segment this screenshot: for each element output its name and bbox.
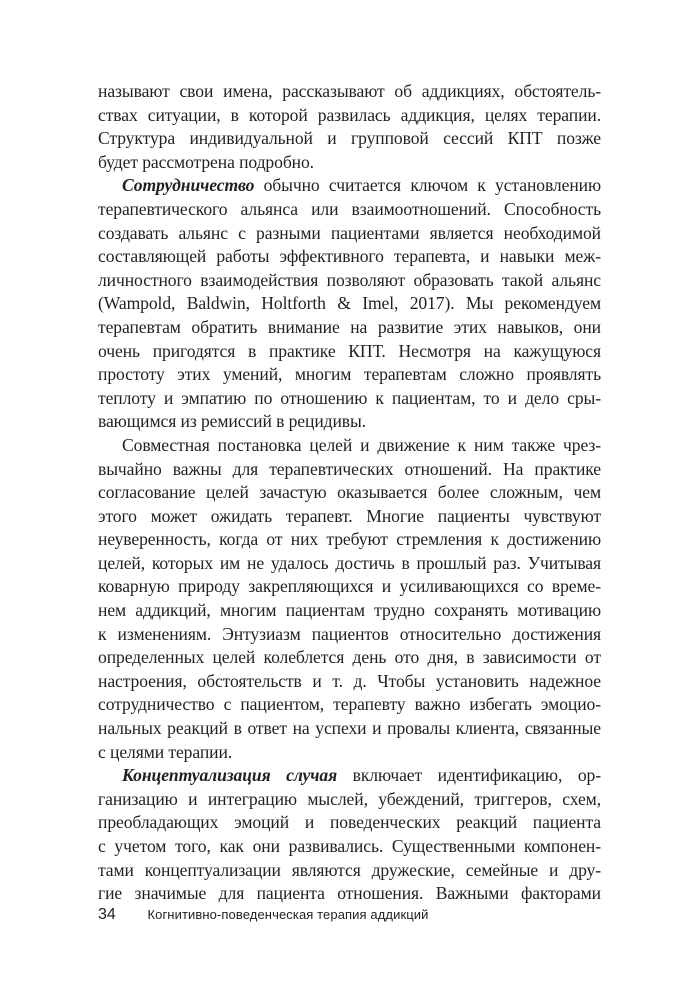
line-text: неуверенность, когда от них требуют стремления к достижению <box>98 529 601 550</box>
text-line <box>98 859 601 883</box>
text-line <box>98 835 601 859</box>
paragraph <box>98 434 601 764</box>
text-line <box>98 552 601 576</box>
page-number: 34 <box>98 906 116 923</box>
line-text: преобладающих эмоций и поведенческих реакций пациента <box>98 812 601 833</box>
line-text: создавать альянс с разными пациентами является необходимой <box>98 222 601 243</box>
text-line <box>98 127 601 151</box>
text-line <box>98 174 601 198</box>
text-line <box>98 505 601 529</box>
body-text <box>98 80 601 906</box>
line-text: с учетом того, как они развивались. Существенными компонен- <box>98 836 601 856</box>
text-line <box>98 269 601 293</box>
line-text: гие значимые для пациента отношения. Важными факторами <box>98 883 601 904</box>
text-line <box>98 670 601 694</box>
line-text: ганизацию и интеграцию мыслей, убеждений, триггеров, схем, <box>98 788 601 809</box>
line-text: к изменениям. Энтузиазм пациентов относительно достижения <box>98 623 601 644</box>
text-line <box>98 481 601 505</box>
text-line <box>98 387 601 411</box>
line-text: составляющей работы эффективного терапевта, и навыки меж- <box>98 246 601 267</box>
line-text: Структура индивидуальной и групповой сессий КПТ позже <box>98 128 601 149</box>
key-term: Сотрудничество <box>122 175 255 196</box>
line-text: ствах ситуации, в которой развилась аддикция, целях терапии. <box>98 104 601 125</box>
line-text: настроения, обстоятельств и т. д. Чтобы установить надежное <box>98 670 601 691</box>
line-text: коварную природу закрепляющихся и усиливающихся со време- <box>98 576 601 597</box>
line-text: терапевтам обратить внимание на развитие этих навыков, они <box>98 316 601 337</box>
text-line <box>98 458 601 482</box>
text-line <box>98 788 601 812</box>
paragraph <box>98 80 601 174</box>
text-line <box>98 882 601 906</box>
text-line <box>98 340 601 364</box>
line-text: тами концептуализации являются дружеские, семейные и дру- <box>98 859 601 880</box>
line-text: личностного взаимодействия позволяют образовать такой альянс <box>98 269 601 290</box>
line-text: (Wampold, Baldwin, Holtforth & Imel, 2017). Мы рекомендуем <box>98 293 601 314</box>
paragraph <box>98 764 601 906</box>
line-text: согласование целей зачастую оказывается более сложным, чем <box>98 482 601 503</box>
text-line <box>98 811 601 835</box>
line-text: сотрудничество с пациентом, терапевту важно избегать эмоцио- <box>98 694 601 715</box>
text-line <box>98 623 601 647</box>
line-text: нем аддикций, многим пациентам трудно сохранять мотивацию <box>98 600 601 621</box>
line-text: с целями терапии. <box>98 741 233 762</box>
text-line <box>98 245 601 269</box>
text-line <box>98 575 601 599</box>
text-line <box>98 104 601 128</box>
line-text: простоту этих умений, многим терапевтам сложно проявлять <box>98 364 601 385</box>
text-line <box>98 198 601 222</box>
line-text: нальных реакций в ответ на успехи и провалы клиента, связанные <box>98 718 601 739</box>
text-line <box>98 528 601 552</box>
line-text: вычайно важны для терапевтических отношений. На практике <box>98 458 601 479</box>
page-footer <box>98 906 429 924</box>
line-text: Совместная постановка целей и движение к ним также чрез- <box>122 434 601 455</box>
text-line <box>98 646 601 670</box>
running-title: Когнитивно-поведенческая терапия аддикций <box>147 907 429 922</box>
line-text: определенных целей колеблется день ото дня, в зависимости от <box>98 647 601 668</box>
line-text: включает идентификацию, ор- <box>337 765 601 786</box>
line-text: этого может ожидать терапевт. Многие пациенты чувствуют <box>98 505 601 526</box>
line-text: целей, которых им не удалось достичь в прошлый раз. Учитывая <box>98 552 601 573</box>
text-line <box>98 764 601 788</box>
text-line <box>98 80 601 104</box>
line-text: очень пригодятся в практике КПТ. Несмотря на кажущуюся <box>98 340 601 361</box>
text-line <box>98 222 601 246</box>
text-line <box>98 434 601 458</box>
line-text: терапевтического альянса или взаимоотношений. Способность <box>98 198 601 219</box>
text-line <box>98 693 601 717</box>
line-text: будет рассмотрена подробно. <box>98 151 314 172</box>
text-line <box>98 292 601 316</box>
text-line <box>98 410 601 434</box>
line-text: называют свои имена, рассказывают об аддикциях, обстоятель- <box>98 81 601 101</box>
text-line <box>98 151 601 175</box>
line-text: теплоту и эмпатию по отношению к пациентам, то и дело сры- <box>98 387 601 408</box>
text-line <box>98 316 601 340</box>
paragraph <box>98 174 601 434</box>
line-text: обычно считается ключом к установлению <box>254 175 601 196</box>
line-text: вающимся из ремиссий в рецидивы. <box>98 411 367 432</box>
text-line <box>98 717 601 741</box>
key-term: Концептуализация случая <box>122 765 338 786</box>
text-line <box>98 363 601 387</box>
text-line <box>98 599 601 623</box>
text-line <box>98 741 601 765</box>
